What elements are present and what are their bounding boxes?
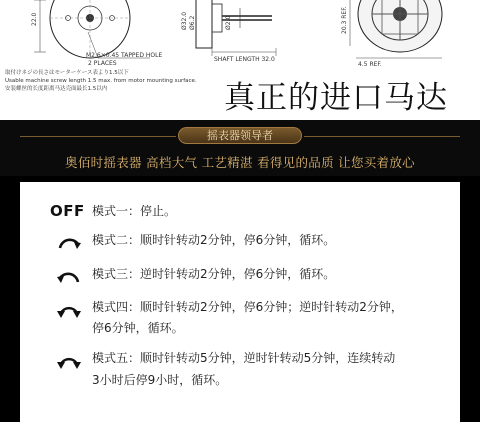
- mode-3-text: 模式三：逆时针转动2分钟，停6分钟，循环。: [92, 267, 336, 281]
- note-en: Usable machine screw length 1.5 max. from motor mounting surface.: [5, 78, 197, 84]
- bidirectional-arrow-icon: [56, 297, 82, 319]
- dim-tapped-hole: M2.6×0.45 TAPPED HOLE: [86, 52, 163, 59]
- dim-d20: Ø2.0: [225, 15, 232, 30]
- dim-shaft-length: SHAFT LENGTH 32.0: [214, 56, 275, 63]
- motor-oblique-view: [350, 0, 442, 58]
- dim-4-5-ref: 4.5 REF.: [358, 61, 382, 68]
- off-text-icon: OFF: [50, 202, 85, 220]
- dim-20-3-ref: 20.3 REF.: [341, 6, 348, 34]
- mode-2-text: 模式二：顺时针转动2分钟，停6分钟，循环。: [92, 233, 336, 247]
- counterclockwise-arrow-icon: [56, 264, 82, 286]
- bidirectional-arrow-icon: [56, 348, 82, 370]
- motor-end-view: [34, 0, 150, 60]
- dim-d62: Ø6.2: [189, 15, 196, 30]
- mode-1-text: 模式一：停止。: [92, 204, 177, 218]
- clockwise-arrow-icon: [56, 230, 82, 252]
- mode-4-text-line-2: 停6分钟，循环。: [92, 321, 184, 335]
- motor-technical-drawing: [0, 0, 480, 120]
- mode-5-text-line-2: 3小时后停9小时，循环。: [92, 373, 228, 387]
- dim-22: 22.0: [31, 12, 38, 26]
- mode-5-text-line-1: 模式五：顺时针转动5分钟，逆时针转动5分钟，连续转动: [92, 351, 396, 365]
- slogan-heading: 真正的进口马达: [224, 80, 448, 116]
- dim-d32: Ø32.0: [181, 11, 188, 30]
- banner-title-badge: 摇表器领导者: [178, 127, 302, 144]
- banner-divider-right: [304, 136, 460, 137]
- modes-card: [20, 182, 460, 422]
- dim-2-places: 2 PLACES: [88, 60, 117, 67]
- mode-4-text-line-1: 模式四：顺时针转动2分钟，停6分钟；逆时针转动2分钟，: [92, 300, 403, 314]
- banner-subtitle: 奥佰时摇表器 高档大气 工艺精湛 看得见的品质 让您买着放心: [65, 155, 415, 170]
- motor-side-view: [196, 0, 276, 56]
- note-jp: 取付けネジの長さはモーターケース表より1.5以下: [5, 70, 129, 76]
- note-cn: 安装螺丝的长度距离马达壳面最长1.5以内: [5, 86, 108, 92]
- banner-divider-left: [20, 136, 176, 137]
